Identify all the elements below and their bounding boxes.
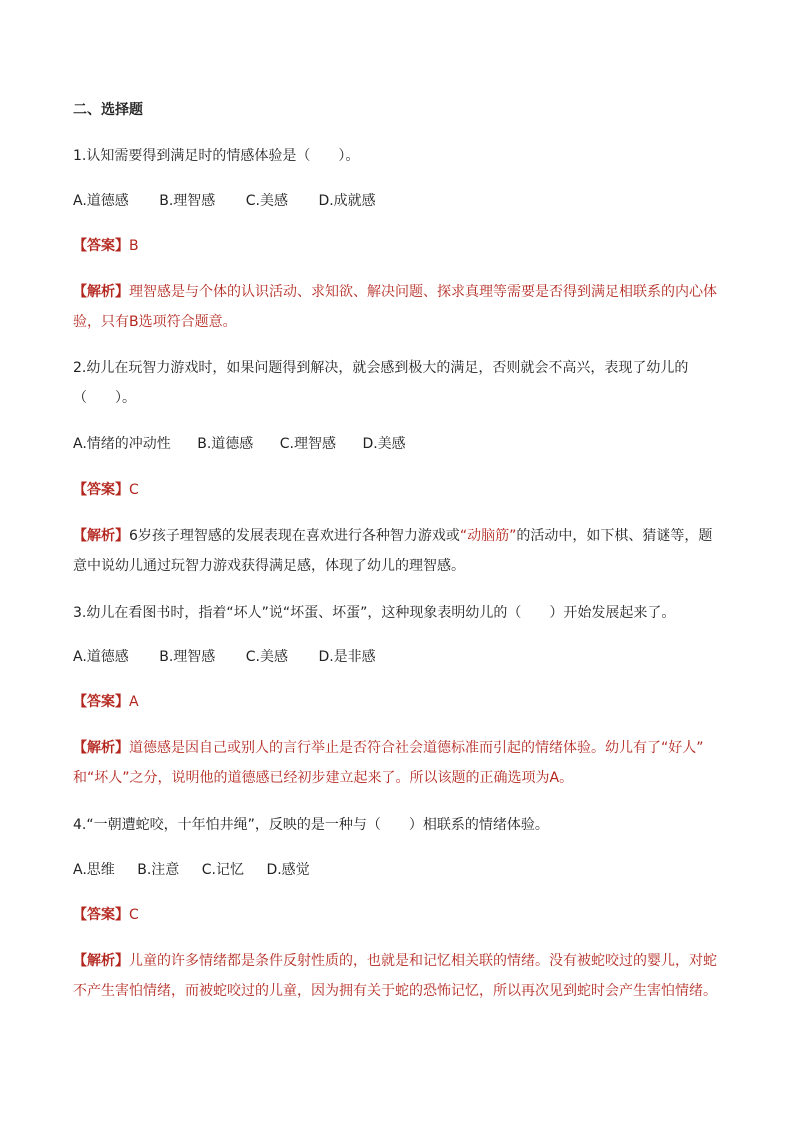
answer-label: 【答案】	[73, 907, 129, 923]
q3-analysis-line1	[73, 738, 723, 758]
q3-option-c: C.美感	[245, 649, 288, 665]
q1-answer	[73, 236, 723, 256]
q3-answer	[73, 692, 723, 712]
q3-answer-value: A	[129, 694, 139, 710]
q4-answer	[73, 905, 723, 925]
q3-options	[73, 647, 723, 667]
q2-analysis-line1	[73, 526, 723, 546]
analysis-label: 【解析】	[73, 740, 129, 756]
q4-stem: 4.“一朝遭蛇咬，十年怕井绳”，反映的是一种与（ ）相联系的情绪体验。	[73, 817, 549, 833]
q2-analysis-line2: 意中说幼儿通过玩智力游戏获得满足感，体现了幼儿的理智感。	[73, 558, 465, 574]
analysis-label: 【解析】	[73, 528, 129, 544]
q1-answer-value: B	[129, 238, 139, 254]
q4-options	[73, 860, 723, 880]
q4-option-c: C.记忆	[201, 862, 244, 878]
q1-option-c: C.美感	[245, 193, 288, 209]
q3-stem: 3.幼儿在看图书时，指着“坏人”说“坏蛋、坏蛋”，这种现象表明幼儿的（ ）开始发展起来了。	[73, 605, 676, 621]
answer-label: 【答案】	[73, 694, 129, 710]
q3-analysis-text1: 道德感是因自己或别人的言行举止是否符合社会道德标准而引起的情绪体验。幼儿有了“好人”	[129, 740, 704, 756]
q3-option-b: B.理智感	[159, 649, 216, 665]
q2-analysis-text1a: 6岁孩子理智感的发展表现在喜欢进行各种智力游戏或	[129, 528, 460, 544]
q1-analysis-text1: 理智感是与个体的认识活动、求知欲、解决问题、探求真理等需要是否得到满足相联系的内心体	[129, 284, 717, 300]
q1-option-d: D.成就感	[318, 193, 376, 209]
q1-analysis-line2: 验，只有B选项符合题意。	[73, 314, 237, 330]
q4-option-a: A.思维	[73, 862, 115, 878]
q2-option-a: A.情绪的冲动性	[73, 436, 171, 452]
q2-answer-value: C	[129, 482, 139, 498]
q4-analysis-line2: 不产生害怕情绪，而被蛇咬过的儿童，因为拥有关于蛇的恐怖记忆，所以再次见到蛇时会产生害怕情绪。	[73, 983, 717, 999]
q2-analysis-quote: “动脑筋”	[459, 528, 517, 544]
answer-label: 【答案】	[73, 238, 129, 254]
q3-option-d: D.是非感	[318, 649, 376, 665]
q2-analysis-text1b: 的活动中，如下棋、猜谜等，题	[516, 528, 713, 544]
q1-stem: 1.认知需要得到满足时的情感体验是（ ）。	[73, 148, 360, 164]
q4-analysis-line1	[73, 951, 723, 971]
q2-answer	[73, 480, 723, 500]
q2-option-c: C.理智感	[279, 436, 336, 452]
q2-stem-line2: （ ）。	[73, 390, 136, 406]
q4-option-b: B.注意	[137, 862, 180, 878]
q2-option-d: D.美感	[362, 436, 406, 452]
q2-options	[73, 434, 723, 454]
q3-analysis-line2: 和“坏人”之分，说明他的道德感已经初步建立起来了。所以该题的正确选项为A。	[73, 770, 574, 786]
q4-analysis-text1: 儿童的许多情绪都是条件反射性质的，也就是和记忆相关联的情绪。没有被蛇咬过的婴儿，对蛇	[129, 953, 717, 969]
analysis-label: 【解析】	[73, 953, 129, 969]
q1-option-a: A.道德感	[73, 193, 129, 209]
q4-option-d: D.感觉	[266, 862, 310, 878]
q2-stem-line1: 2.幼儿在玩智力游戏时，如果问题得到解决，就会感到极大的满足，否则就会不高兴，表现了幼儿的	[73, 360, 689, 376]
q1-option-b: B.理智感	[159, 193, 216, 209]
analysis-label: 【解析】	[73, 284, 129, 300]
answer-label: 【答案】	[73, 482, 129, 498]
q2-option-b: B.道德感	[197, 436, 254, 452]
q1-options	[73, 191, 723, 211]
q3-option-a: A.道德感	[73, 649, 129, 665]
q1-analysis-line1	[73, 282, 723, 302]
section-title: 二、选择题	[73, 102, 143, 118]
q4-answer-value: C	[129, 907, 139, 923]
